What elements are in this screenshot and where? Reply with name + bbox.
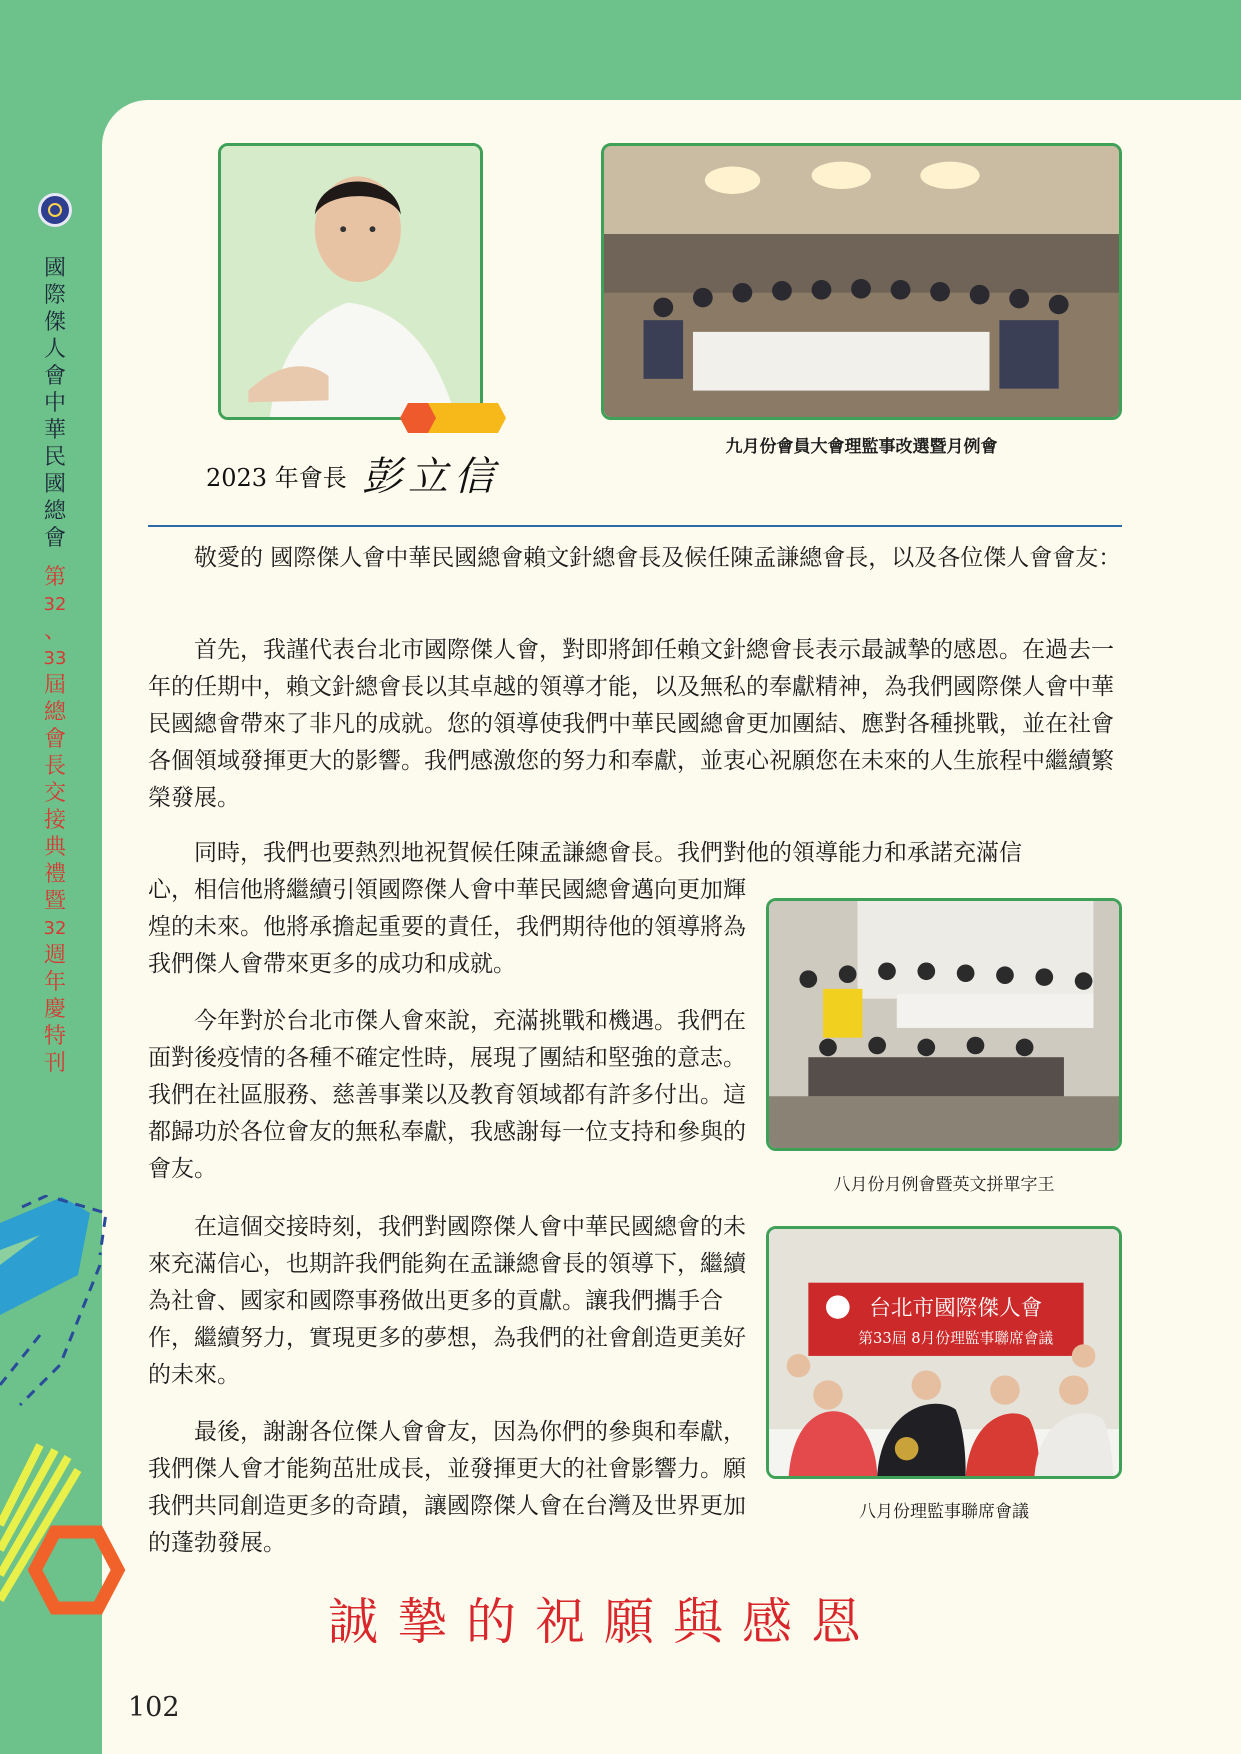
caption-photo-1: 九月份會員大會理監事改選暨月例會 (725, 437, 998, 457)
paragraph-congrats-rest: 心，相信他將繼續引領國際傑人會中華民國總會邁向更加輝煌的未來。他將承擔起重要的責任，我們期待他的領導將為我們傑人會帶來更多的成功和成就。 (148, 877, 746, 977)
paragraph-greeting: 敬愛的 國際傑人會中華民國總會賴文針總會長及候任陳孟謙總會長，以及各位傑人會會友： (194, 545, 1122, 571)
banner-line-1: 台北市國際傑人會 (869, 1295, 1043, 1321)
org-logo-icon (38, 193, 72, 227)
hexagon-badge-icon (398, 397, 506, 439)
banner-line-2: 第33屆 8月份理監事聯席會議 (858, 1330, 1054, 1348)
president-portrait (218, 143, 483, 420)
caption-photo-2: 八月份月例會暨英文拼單字王 (833, 1175, 1055, 1195)
divider-rule (148, 525, 1122, 527)
sidebar-org-name: 國 際 傑 人 會 中 華 民 國 總 會 (43, 256, 66, 551)
sidebar-edition: 第 32 、 33 屆 總 會 長 交 接 典 禮 暨 32 週 年 慶 特 刊 (43, 565, 67, 1076)
paragraph-congrats-line1: 同時，我們也要熱烈地祝賀候任陳孟謙總會長。我們對他的領導能力和承諾充滿信 (194, 840, 1022, 866)
paragraph-this-year: 今年對於台北市傑人會來說，充滿挑戰和機遇。我們在面對後疫情的各種不確定性時，展現了團結和堅強的意志。我們在社區服務、慈善事業以及教育領域都有許多付出。這都歸功於各位會友的無私奉獻，我感謝每一位支持和參與的會友。 (148, 1008, 746, 1182)
paragraph-gratitude: 首先，我謹代表台北市國際傑人會，對即將卸任賴文針總會長表示最誠摯的感恩。在過去一年的任期中，賴文針總會長以其卓越的領導才能，以及無私的奉獻精神，為我們國際傑人會中華民國總會帶來了非凡的成就。您的領導使我們中華民國總會更加團結、應對各種挑戰，並在社會各個領域發揮更大的影響。我們感激您的努力和奉獻，並衷心祝願您在未來的人生旅程中繼續繁榮發展。 (148, 637, 1114, 811)
photo-board-meeting (766, 1226, 1122, 1479)
paragraph-handover: 在這個交接時刻，我們對國際傑人會中華民國總會的未來充滿信心，也期許我們能夠在孟謙總會長的領導下，繼續為社會、國家和國際事務做出更多的貢獻。讓我們攜手合作，繼續努力，實現更多的夢想，為我們的社會創造更美好的未來。 (148, 1214, 746, 1388)
sidebar-vertical-title (40, 255, 70, 1077)
paragraph-closing: 最後，謝謝各位傑人會會友，因為你們的參與和奉獻，我們傑人會才能夠茁壯成長，並發揮更大的社會影響力。願我們共同創造更多的奇蹟，讓國際傑人會在台灣及世界更加的蓬勃發展。 (148, 1419, 746, 1556)
page-number: 102 (128, 1692, 180, 1723)
photo-spelling-contest (766, 898, 1122, 1151)
top-band (0, 0, 1241, 105)
photo-general-assembly (601, 143, 1122, 420)
caption-photo-3: 八月份理監事聯席會議 (859, 1502, 1029, 1522)
president-signature: 彭立信 (362, 454, 500, 500)
president-title: 2023 年會長 (206, 464, 347, 492)
closing-headline: 誠摯的祝願與感恩 (328, 1593, 880, 1651)
decorative-stripes (0, 1195, 130, 1665)
